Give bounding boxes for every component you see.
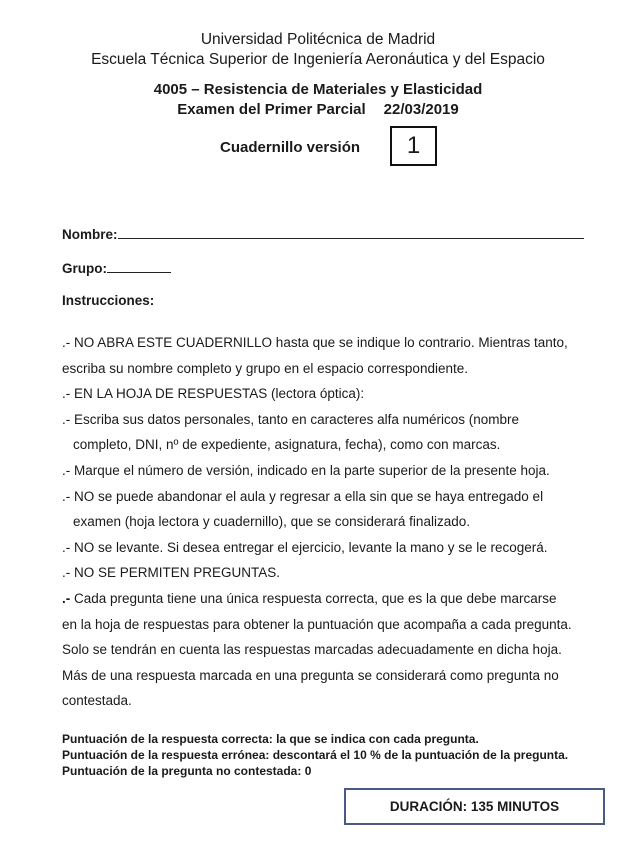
instructions-list (62, 330, 622, 714)
instruction-line: contestada. (62, 693, 132, 709)
group-field (62, 260, 171, 276)
instruction-line: Solo se tendrán en cuenta las respuestas marcadas adecuadamente en dicha hoja. (62, 642, 562, 658)
instruction-line: completo, DNI, nº de expediente, asignatura, fecha), como con marcas. (73, 437, 501, 453)
name-field (62, 226, 584, 242)
instruction-line: .- NO ABRA ESTE CUADERNILLO hasta que se indique lo contrario. Mientras tanto, (62, 335, 568, 350)
instruction-line: .- NO SE PERMITEN PREGUNTAS. (62, 565, 281, 581)
group-label: Grupo: (62, 261, 107, 276)
school-name: Escuela Técnica Superior de Ingeniería Aeronáutica y del Espacio (91, 51, 545, 68)
instruction-line (62, 586, 622, 612)
instruction-line: .- Marque el número de versión, indicado en la parte superior de la presente hoja. (62, 462, 550, 478)
group-underline (107, 260, 171, 273)
instruction-bullet: .- (62, 590, 71, 606)
scoring-correct: Puntuación de la respuesta correcta: la que se indica con cada pregunta. (62, 732, 479, 746)
scoring-wrong: Puntuación de la respuesta errónea: descontará el 10 % de la puntuación de la pregunta. (62, 748, 569, 762)
exam-name: Examen del Primer Parcial (177, 101, 366, 118)
instruction-text: Cada pregunta tiene una única respuesta correcta, que es la que debe marcarse (70, 590, 557, 606)
instructions-heading: Instrucciones: (62, 293, 155, 308)
scoring-rules (62, 731, 568, 779)
exam-date: 22/03/2019 (383, 101, 459, 118)
version-number-box: 1 (390, 126, 437, 166)
instruction-line: .- EN LA HOJA DE RESPUESTAS (lectora óptica): (62, 386, 365, 402)
instruction-line: en la hoja de respuestas para obtener la puntuación que acompaña a cada pregunta. (62, 616, 572, 632)
instruction-line: .- Escriba sus datos personales, tanto en caracteres alfa numéricos (nombre (62, 411, 519, 427)
course-title: 4005 – Resistencia de Materiales y Elasticidad (153, 81, 483, 98)
instruction-line: escriba su nombre completo y grupo en el espacio correspondiente. (62, 360, 468, 376)
scoring-blank: Puntuación de la pregunta no contestada: 0 (62, 764, 312, 778)
instruction-line: .- NO se levante. Si desea entregar el ejercicio, levante la mano y se le recogerá. (62, 539, 548, 555)
exam-line (0, 100, 636, 119)
duration-box: DURACIÓN: 135 MINUTOS (344, 788, 605, 825)
instruction-line: Más de una respuesta marcada en una pregunta se considerará como pregunta no (62, 667, 559, 683)
version-label: Cuadernillo versión (220, 139, 361, 156)
instruction-line: .- NO se puede abandonar el aula y regresar a ella sin que se haya entregado el (62, 488, 544, 504)
instruction-line: examen (hoja lectora y cuadernillo), que se considerará finalizado. (73, 514, 470, 530)
university-name: Universidad Politécnica de Madrid (200, 31, 436, 48)
name-underline (118, 226, 584, 239)
name-label: Nombre: (62, 227, 118, 242)
